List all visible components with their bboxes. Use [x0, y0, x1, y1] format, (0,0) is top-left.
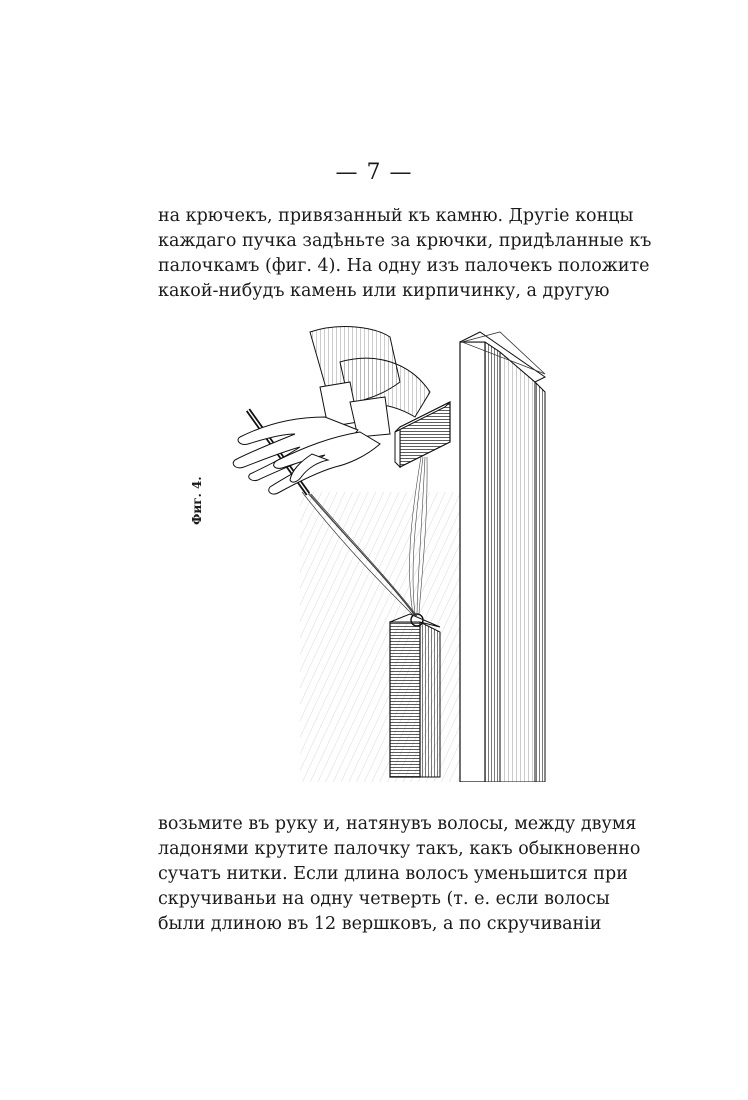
- page-number: — 7 —: [335, 160, 413, 185]
- text-line: ладонями крутите палочку такъ, какъ обыкновенно: [158, 839, 641, 859]
- text-line: были длиною въ 12 вершковъ, а по скручиваніи: [158, 914, 602, 934]
- upper-block: [395, 402, 450, 467]
- text-line: на крючекъ, привязанный къ камню. Другіе концы: [158, 206, 634, 226]
- paragraph-top: [158, 204, 652, 304]
- text-line: каждаго пучка задѣньте за крючки, придѣланные къ: [158, 231, 652, 251]
- text-line: палочкамъ (фиг. 4). На одну изъ палочекъ положите: [158, 256, 650, 276]
- text-line: возьмите въ руку и, натянувъ волосы, между двумя: [158, 814, 637, 834]
- hands: [233, 327, 430, 494]
- text-line: сучатъ нитки. Если длина волосъ уменьшится при: [158, 864, 628, 884]
- text-line: какой-нибудъ камень или кирпичинку, а другую: [158, 281, 610, 301]
- figure-illustration: [200, 322, 560, 782]
- figure-caption: Фиг. 4.: [190, 476, 204, 525]
- paragraph-bottom: [158, 812, 641, 937]
- text-line: скручиваньи на одну четверть (т. е. если волосы: [158, 889, 610, 909]
- wall-shading: [300, 492, 470, 782]
- lower-brick: [390, 614, 440, 777]
- wooden-post: [460, 332, 545, 782]
